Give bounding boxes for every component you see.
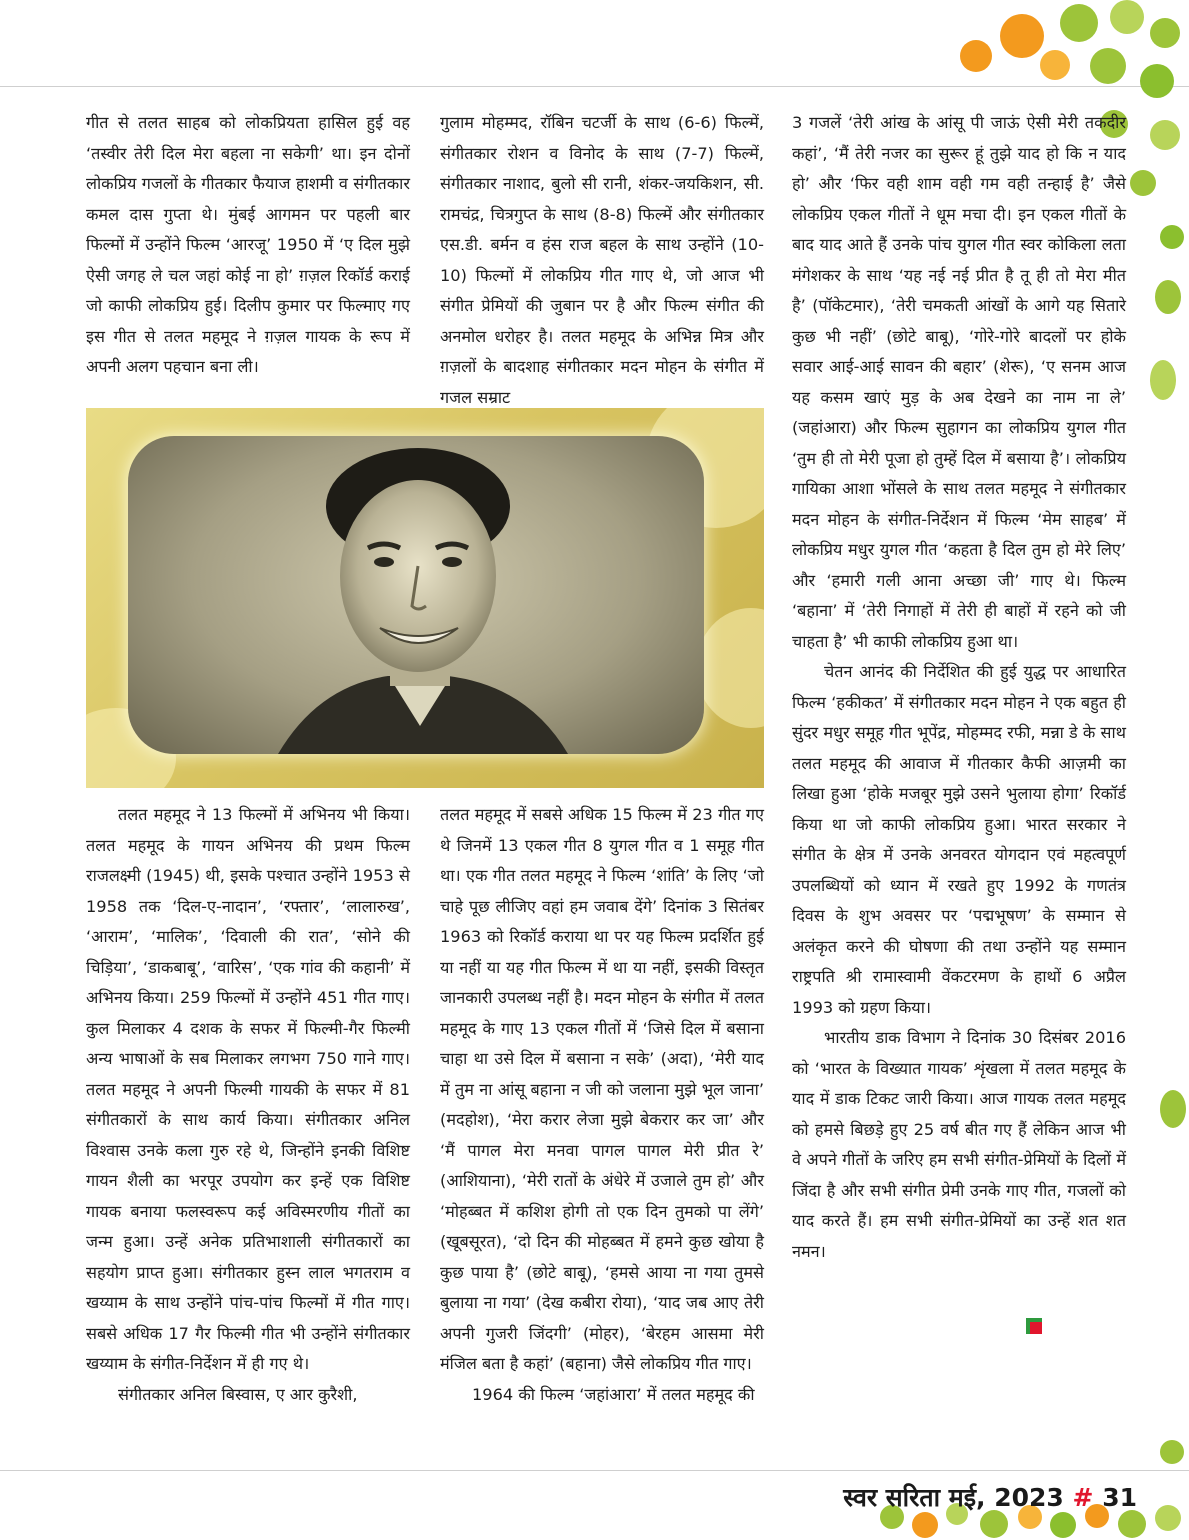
hash-symbol: # <box>1072 1483 1094 1512</box>
column-1-bottom <box>86 800 410 1410</box>
column-3 <box>792 108 1126 1267</box>
magazine-issue: स्वर सरिता मई, 2023 <box>843 1483 1064 1512</box>
top-rule <box>0 86 1189 87</box>
paragraph: गुलाम मोहम्मद, रॉबिन चटर्जी के साथ (6-6) फिल्में, संगीतकार रोशन व विनोद के साथ (7-7) फिल्में, संगीतकार नाशाद, बुलो सी रानी, शंकर-जयकिशन, सी. रामचंद्र, चित्रगुप्त के साथ (8-8) फिल्में और संगीतकार एस.डी. बर्मन व हंस राज बहल के साथ उन्होंने (10-10) फिल्मों में लोकप्रिय गीत गाए थे, जो आज भी संगीत प्रेमियों की जुबान पर है और फिल्म संगीत की अनमोल धरोहर है। तलत महमूद के अभिन्न मित्र और ग़ज़लों के बादशाह संगीतकार मदन मोहन के संगीत में गजल सम्राट <box>440 113 764 407</box>
end-of-article-icon <box>1026 1318 1042 1334</box>
paragraph: चेतन आनंद की निर्देशित की हुई युद्ध पर आधारित फिल्म ‘हकीकत’ में संगीतकार मदन मोहन ने एक बहुत ही सुंदर मधुर समूह गीत भूपेंद्र, मोहम्मद रफी, मन्ना डे के साथ तलत महमूद की आवाज में गीतकार कैफी आज़मी का लिखा हुआ ‘होके मजबूर मुझे उसने भुलाया होगा’ रिकॉर्ड किया था जो काफी लोकप्रिय हुआ। भारत सरकार ने संगीत के क्षेत्र में उनके अनवरत योगदान एवं महत्वपूर्ण उपलब्धियों को ध्यान में रखते हुए 1992 के गणतंत्र दिवस के शुभ अवसर पर ‘पद्मभूषण’ के सम्मान से अलंकृत करने की घोषणा की तथा उन्होंने यह सम्मान राष्ट्रपति श्री रामास्वामी वेंकटरमण के हाथों 6 अप्रैल 1993 को ग्रहण किया। <box>792 662 1126 1017</box>
flower-decoration <box>696 608 764 728</box>
column-2-bottom <box>440 800 764 1410</box>
column-1-top <box>86 108 410 383</box>
paragraph: संगीतकार अनिल बिस्वास, ए आर कुरैशी, <box>118 1384 358 1404</box>
column-2-top <box>440 108 764 413</box>
paragraph: 3 गजलें ‘तेरी आंख के आंसू पी जाऊं ऐसी मेरी तकदीर कहां’, ‘मैं तेरी नजर का सुरूर हूं तुझे याद हो कि न याद हो’ और ‘फिर वही शाम वही गम वही तन्हाई है’ जैसे लोकप्रिय एकल गीतों ने धूम मचा दी। इन एकल गीतों के बाद याद आते हैं उनके पांच युगल गीत स्वर कोकिला लता मंगेशकर के साथ ‘यह नई नई प्रीत है तू ही तो मेरा मीत है’ (पॉकेटमार), ‘तेरी चमकती आंखों के आगे यह सितारे कुछ भी नहीं’ (छोटे बाबू), ‘गोरे-गोरे बादलों पर होके सवार आई-आई सावन की बहार’ (शेरू), ‘ए सनम आज यह कसम खाएं मुड़ के अब देखने का नाम ना ले’ (जहांआरा) और फिल्म सुहागन का लोकप्रिय युगल गीत ‘तुम ही तो मेरी पूजा हो तुम्हें दिल में बसाया है’। लोकप्रिय गायिका आशा भोंसले के साथ तलत महमूद ने संगीतकार मदन मोहन के संगीत-निर्देशन में फिल्म ‘मेम साहब’ में लोकप्रिय मधुर युगल गीत ‘कहता है दिल तुम हो मेरे लिए’ और ‘हमारी गली आना अच्छा जी’ गाए थे। फिल्म ‘बहाना’ में ‘तेरी निगाहों में तेरी ही बाहों में रहने को जी चाहता है’ भी काफी लोकप्रिय हुआ था। <box>792 113 1126 651</box>
bottom-rule <box>0 1470 1189 1471</box>
portrait-frame <box>128 436 704 754</box>
paragraph: तलत महमूद में सबसे अधिक 15 फिल्म में 23 गीत गए थे जिनमें 13 एकल गीत 8 युगल गीत व 1 समूह गीत था। एक गीत तलत महमूद ने फिल्म ‘शांति’ के लिए ‘जो चाहे पूछ लीजिए वहां हम जवाब देंगे’ दिनांक 3 सितंबर 1963 को रिकॉर्ड कराया था पर यह फिल्म प्रदर्शित हुई या नहीं या यह गीत फिल्म में था या नहीं, इसकी विस्तृत जानकारी उपलब्ध नहीं है। मदन मोहन के संगीत में तलत महमूद के गाए 13 एकल गीतों में ‘जिसे दिल में बसाना चाहा था उसे दिल में बसाना न सके’ (अदा), ‘मेरी याद में तुम ना आंसू बहाना न जी को जलाना मुझे भूल जाना’ (मदहोश), ‘मेरा करार लेजा मुझे बेकरार कर जा’ और ‘मैं पागल मेरा मनवा पागल पागल मेरी प्रीत रे’ (आशियाना), ‘मेरी रातों के अंधेरे में उजाले तुम हो’ और ‘मोहब्बत में कशिश होगी तो एक दिन तुमको पा लेंगे’ (खूबसूरत), ‘दो दिन की मोहब्बत में हमने कुछ खोया है कुछ पाया है’ (छोटे बाबू), ‘हमसे आया ना गया तुमसे बुलाया ना गया’ (देख कबीरा रोया), ‘याद जब आए तेरी अपनी गुजरी जिंदगी’ (मोहर), ‘बेरहम आसमा मेरी मंजिल बता है कहां’ (बहाना) जैसे लोकप्रिय गीत गाए। <box>440 805 764 1373</box>
singer-photo <box>86 408 764 788</box>
paragraph: 1964 की फिल्म ‘जहांआरा’ में तलत महमूद की <box>472 1384 755 1404</box>
page-footer <box>843 1480 1137 1514</box>
paragraph: तलत महमूद ने 13 फिल्मों में अभिनय भी किया। तलत महमूद के गायन अभिनय की प्रथम फिल्म राजलक्ष्मी (1945) थी, इसके पश्चात उन्होंने 1953 से 1958 तक ‘दिल-ए-नादान’, ‘रफ्तार’, ‘लालारुख’, ‘आराम’, ‘मालिक’, ‘दिवाली की रात’, ‘सोने की चिड़िया’, ‘डाकबाबू’, ‘वारिस’, ‘एक गांव की कहानी’ में अभिनय किया। 259 फिल्मों में उन्होंने 451 गीत गाए। कुल मिलाकर 4 दशक के सफर में फिल्मी-गैर फिल्मी अन्य भाषाओं के सब मिलाकर लगभग 750 गाने गाए। तलत महमूद ने अपनी फिल्मी गायकी के सफर में 81 संगीतकारों के साथ कार्य किया। संगीतकार अनिल विश्वास उनके कला गुरु रहे थे, जिन्होंने इनकी विशिष्ट गायन शैली का भरपूर उपयोग कर इन्हें एक विशिष्ट गायक बनाया फलस्वरूप कई अविस्मरणीय गीतों का जन्म हुआ। उन्हें अनेक प्रतिभाशाली संगीतकारों का सहयोग प्राप्त हुआ। संगीतकार हुस्न लाल भगतराम व खय्याम के साथ उन्होंने पांच-पांच फिल्मों में गीत गाए। सबसे अधिक 17 गैर फिल्मी गीत भी उन्होंने संगीतकार खय्याम के संगीत-निर्देशन में ही गए थे। <box>86 805 410 1373</box>
page-number: 31 <box>1102 1483 1137 1512</box>
portrait-illustration <box>128 436 704 754</box>
paragraph: गीत से तलत साहब को लोकप्रियता हासिल हुई वह ‘तस्वीर तेरी दिल मेरा बहला ना सकेगी’ था। इन दोनों लोकप्रिय गजलों के गीतकार फैयाज हाशमी व संगीतकार कमल दास गुप्ता थे। मुंबई आगमन पर पहली बार फिल्मों में उन्होंने फिल्म ‘आरजू’ 1950 में ‘ए दिल मुझे ऐसी जगह ले चल जहां कोई ना हो’ ग़ज़ल रिकॉर्ड कराई जो काफी लोकप्रिय हुई। दिलीप कुमार पर फिल्माए गए इस गीत से तलत महमूद ने ग़ज़ल गायक के रूप में अपनी अलग पहचान बना ली। <box>86 113 410 376</box>
paragraph: भारतीय डाक विभाग ने दिनांक 30 दिसंबर 2016 को ‘भारत के विख्यात गायक’ शृंखला में तलत महमूद के याद में डाक टिकट जारी किया। आज गायक तलत महमूद को हमसे बिछड़े हुए 25 वर्ष बीत गए हैं लेकिन आज भी वे अपने गीतों के जरिए हम सभी संगीत-प्रेमियों के दिलों में जिंदा है और सभी संगीत प्रेमी उनके गाए गीत, गजलों को याद करते हैं। हम सभी संगीत-प्रेमियों का उन्हें शत शत नमन। <box>792 1028 1126 1261</box>
